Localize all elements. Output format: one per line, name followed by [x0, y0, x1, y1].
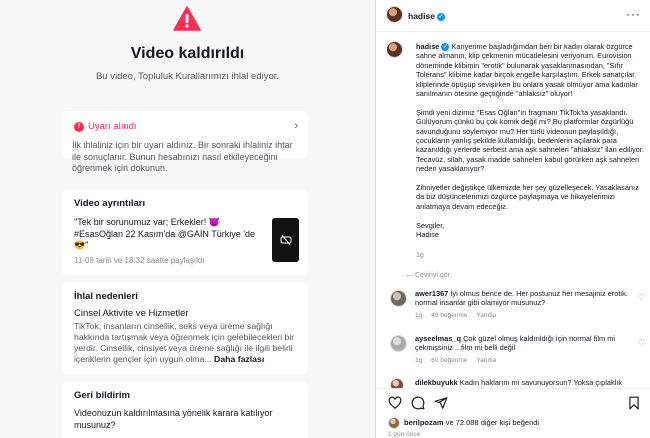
bookmark-icon[interactable]: [627, 396, 641, 410]
hidden-video-icon: [280, 234, 292, 246]
avatar[interactable]: [390, 335, 407, 352]
comment-likes[interactable]: 60 beğenme: [431, 357, 468, 364]
heart-icon[interactable]: ♡: [637, 338, 645, 347]
feedback-title: Geri bildirim: [74, 390, 130, 401]
page-title: Video kaldırıldı: [130, 45, 245, 62]
comment-meta: 1g 60 beğenme Yanıtla: [415, 357, 497, 364]
reply-button[interactable]: Yanıtla: [476, 312, 497, 319]
feedback-card: [62, 382, 308, 438]
likes-summary[interactable]: berilpozam ve 72.088 diğer kişi beğendi: [404, 418, 540, 427]
reason-text: TikTok, insanların cinsellik, seks veya üreme sağlığı hakkında tartışmak veya öğrenmek için gelebilecekleri bir yerdir. Cinsellik, cinsiyet veya üreme sağlığı ile ilgili belirli içeriklerin gençler için uygun olma... Daha fazlası: [74, 321, 295, 364]
avatar[interactable]: [390, 378, 404, 388]
instagram-post-panel: [375, 0, 650, 438]
warning-icon: [173, 6, 201, 31]
avatar[interactable]: [386, 6, 403, 23]
verified-icon: ✓: [442, 44, 448, 51]
comment-text: ayseelmas_q Çok güzel olmuş kaldırıldığı için normal film mi çekmişsiniz ...film mi belli değil: [415, 334, 616, 353]
comment-icon[interactable]: [411, 396, 425, 410]
comment-item: [390, 378, 645, 388]
video-details-card: [62, 190, 308, 275]
page-subtitle: Bu video, Topluluk Kurallarımızı ihlal ediyor.: [95, 71, 280, 82]
post-actions: [376, 388, 650, 438]
warning-label: Uyarı alındı: [88, 121, 137, 132]
comment-item: [390, 334, 645, 374]
heart-icon[interactable]: ♡: [637, 293, 645, 302]
see-translation-link[interactable]: — Çeviriyi gör: [406, 272, 450, 279]
post-caption: hadise ✓ Kariyerime başladığımdan beri bir kadın olarak özgürce sahne almanın, klip çekmenin mücadelesini veriyorum. Eurovision döneminde klibimin "erotik" bulunarak yasaklanmasından, "Sıfır Tolerans" klibime kadar birçok engelle karşılaştım. Erkek sanatçılar kliplerinde öpüşüp sevişirken bu onlara yasak olmuyor ama kadınlar sanılmanın ötesine geçtiğinde "ahlaksız" oluyor! Şimdi yeni dizimiz "Esas Oğlan"ın fragmanı TikTok'ta yasaklandı. Gülüyorum çünkü bu çok komik değil mi? Bu platformlar özgürlüğü savunduğunu söylemiyor mu? Her türlü videonun paylaşıldığı, çocukların yanlış şekilde kullanıldığı, bedenlerin açılarak para kazanıldığı yerlerde serbest ama aşk sahneleri "ahlaksız" ilan ediliyor. Tecavüz, silah, yasak madde sahneleri kabul görürken aşk sahneleri neden yasaklanıyor? Zihniyetler değiştikçe ülkemizde her şey güzelleşecek. Yasaklasanız da biz düşüncelerimizi özgürce paylaşmaya ve hikayelerimizi anlatmaya devam edeceğiz. Sevgiler, Hadise: [416, 42, 644, 240]
post-header: [376, 0, 650, 32]
comment-text: dilekbuyukk Kadın haklarını mi savunuyorsun? Yoksa çıplaklık: [415, 378, 623, 387]
comment-likes[interactable]: 49 beğenme: [431, 312, 468, 319]
reason-category: Cinsel Aktivite ve Hizmetler: [74, 308, 189, 319]
post-author[interactable]: hadise ✓: [408, 11, 444, 21]
video-date: 11-08 tarih ve 18:32 saatte paylaşıldı: [74, 256, 205, 265]
caption-avatar[interactable]: [386, 41, 403, 58]
chevron-right-icon[interactable]: ›: [294, 120, 298, 132]
more-link[interactable]: Daha fazlası: [214, 354, 265, 364]
reply-button[interactable]: Yanıtla: [476, 357, 497, 364]
avatar[interactable]: [390, 290, 407, 307]
violation-reasons-card: [62, 283, 308, 374]
details-title: Video ayrıntıları: [74, 198, 146, 209]
comment-item: [390, 289, 645, 329]
like-heart-icon[interactable]: [388, 396, 402, 410]
comment-meta: 1g 49 beğenme Yanıtla: [415, 312, 497, 319]
comment-text: awer1367 İyi olmus bence de. Her postunuz her mesajiniz erotik. normal insanlar gibi olamiyor musunuz?: [415, 289, 628, 308]
verified-icon: ✓: [438, 13, 444, 20]
share-icon[interactable]: [434, 396, 448, 410]
video-description: "Tek bir sorunumuz var; Erkekler! 😈 #EsasOğlan 22 Kasım'da @GAİN Türkiye 'de 😎": [74, 217, 255, 250]
caption-time: 1g: [416, 252, 424, 259]
post-date: 1 gün önce: [388, 431, 421, 438]
warning-text: İlk ihlaliniz için bir uyarı aldınız. Bir sonraki ihlaliniz ihtar ile sonuçlanır. Bunun hesabınızı nasıl etkileyeceğini öğrenmek için dokunun.: [72, 140, 293, 173]
video-thumbnail[interactable]: [272, 218, 299, 262]
feedback-question: Videonuzun kaldırılmasına yönelik karara katılıyor musunuz?: [74, 408, 273, 430]
more-options-icon[interactable]: ···: [626, 7, 641, 21]
reasons-title: İhlal nedenleri: [74, 291, 138, 302]
liker-avatar[interactable]: [388, 417, 400, 429]
alert-icon: !: [74, 122, 84, 132]
warning-header: [74, 121, 137, 132]
